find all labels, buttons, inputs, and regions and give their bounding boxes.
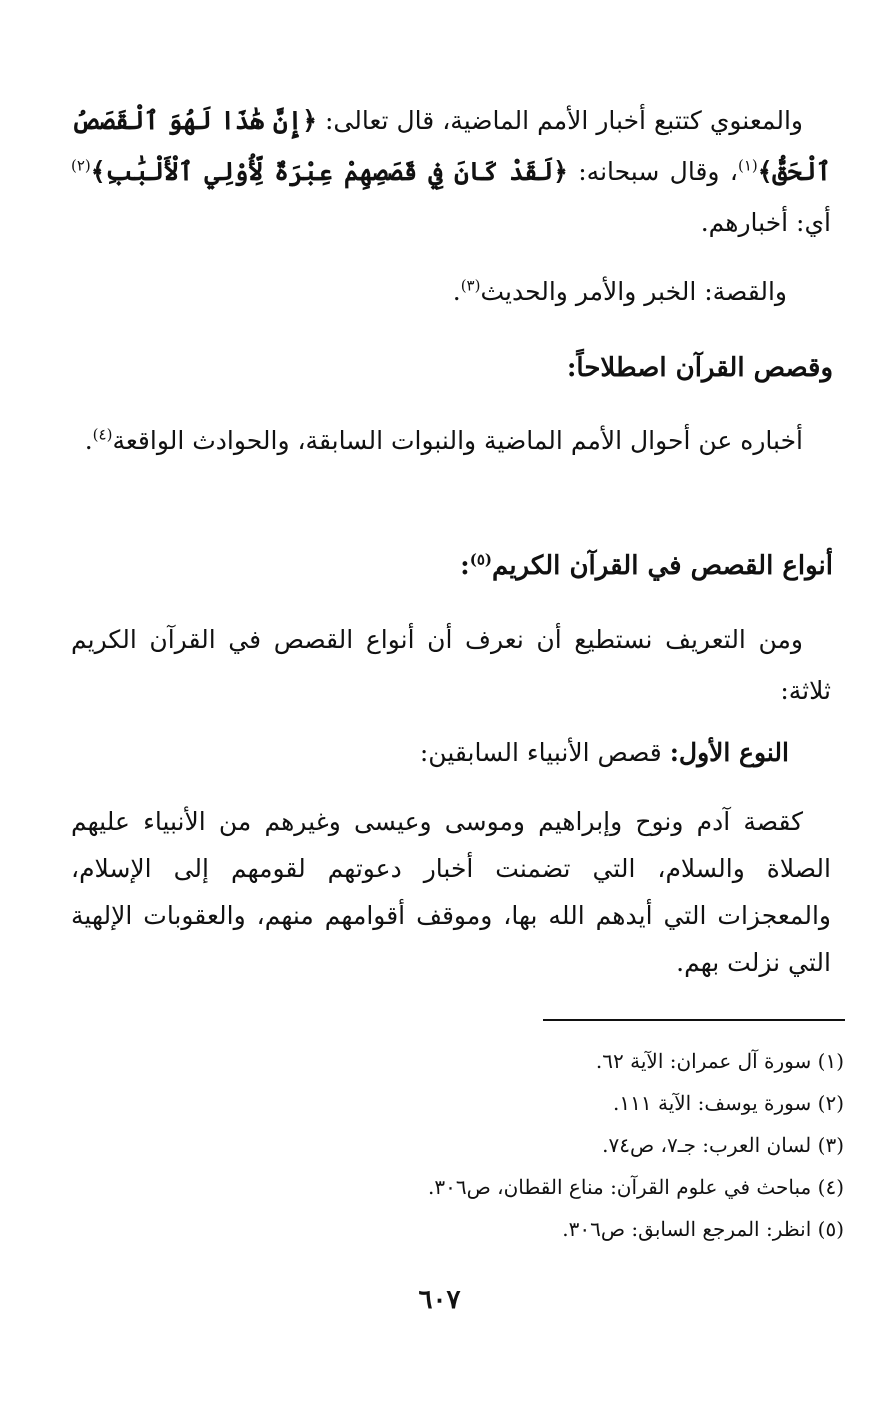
paragraph-prophets-stories: كقصة آدم ونوح وإبراهيم وموسى وعيسى وغيرهم من الأنبياء عليهم الصلاة والسلام، التي تضمنت أخبار دعوتهم لقومهم إلى الإسلام، والمعجزات التي أيدهم الله بها، وموقف أقوامهم منهم، والعقوبات الإلهية التي نزلت بهم. bbox=[71, 807, 831, 977]
footnote-ref-5: (٥) bbox=[469, 550, 493, 569]
heading-text: أنواع القصص في القرآن الكريم bbox=[492, 551, 833, 581]
paragraph-middle: ، وقال سبحانه: bbox=[567, 157, 738, 186]
paragraph-terminology-definition bbox=[71, 415, 831, 466]
paragraph-end: . bbox=[84, 426, 93, 455]
type-one-title bbox=[69, 727, 789, 778]
footnote-ref-4: (٤) bbox=[92, 425, 113, 444]
quran-quote-1: ﴿إِنَّ هَٰذَا لَهُوَ ٱلْقَصَصُ ٱلْحَقُّ﴾ bbox=[71, 106, 831, 186]
paragraph-text: أخباره عن أحوال الأمم الماضية والنبوات السابقة، والحوادث الواقعة bbox=[112, 426, 803, 455]
paragraph-quran-verses bbox=[71, 95, 831, 248]
paragraph-three-types: ومن التعريف نستطيع أن نعرف أن أنواع القصص في القرآن الكريم ثلاثة: bbox=[71, 625, 831, 705]
footnote-3: (٣) لسان العرب: جـ٧، ص٧٤. bbox=[602, 1133, 844, 1157]
footnote-separator bbox=[543, 1019, 845, 1021]
page-number: ٦٠٧ bbox=[418, 1285, 461, 1315]
footnote-ref-2: (٢) bbox=[71, 156, 91, 175]
footnote-1: (١) سورة آل عمران: الآية ٦٢. bbox=[595, 1049, 844, 1073]
footnotes bbox=[324, 1040, 844, 1250]
heading-story-types bbox=[133, 546, 833, 586]
type-one-text: قصص الأنبياء السابقين: bbox=[419, 738, 670, 767]
paragraph-end: . bbox=[452, 277, 461, 306]
footnote-ref-1: (١) bbox=[737, 156, 758, 175]
footnote-4: (٤) مباحث في علوم القرآن: مناع القطان، ص٣٠٦. bbox=[428, 1175, 844, 1199]
footnote-5: (٥) انظر: المرجع السابق: ص٣٠٦. bbox=[562, 1217, 844, 1241]
footnote-ref-3: (٣) bbox=[460, 276, 481, 295]
paragraph-intro: والمعنوي كتتبع أخبار الأمم الماضية، قال تعالى: bbox=[317, 106, 803, 135]
type-one-label: النوع الأول: bbox=[669, 738, 789, 767]
footnote-2: (٢) سورة يوسف: الآية ١١١. bbox=[613, 1091, 844, 1115]
paragraph-story-definition bbox=[87, 266, 787, 317]
heading-colon: : bbox=[460, 551, 470, 581]
paragraph-text: والقصة: الخبر والأمر والحديث bbox=[480, 277, 787, 306]
paragraph-end: أي: أخبارهم. bbox=[700, 208, 831, 237]
heading-terminology: وقصص القرآن اصطلاحاً: bbox=[566, 353, 833, 383]
quran-quote-2: ﴿لَقَدْ كَانَ فِي قَصَصِهِمْ عِبْرَةٌ لِّأُوْلِي ٱلْأَلْبَٰبِ﴾ bbox=[90, 157, 568, 186]
